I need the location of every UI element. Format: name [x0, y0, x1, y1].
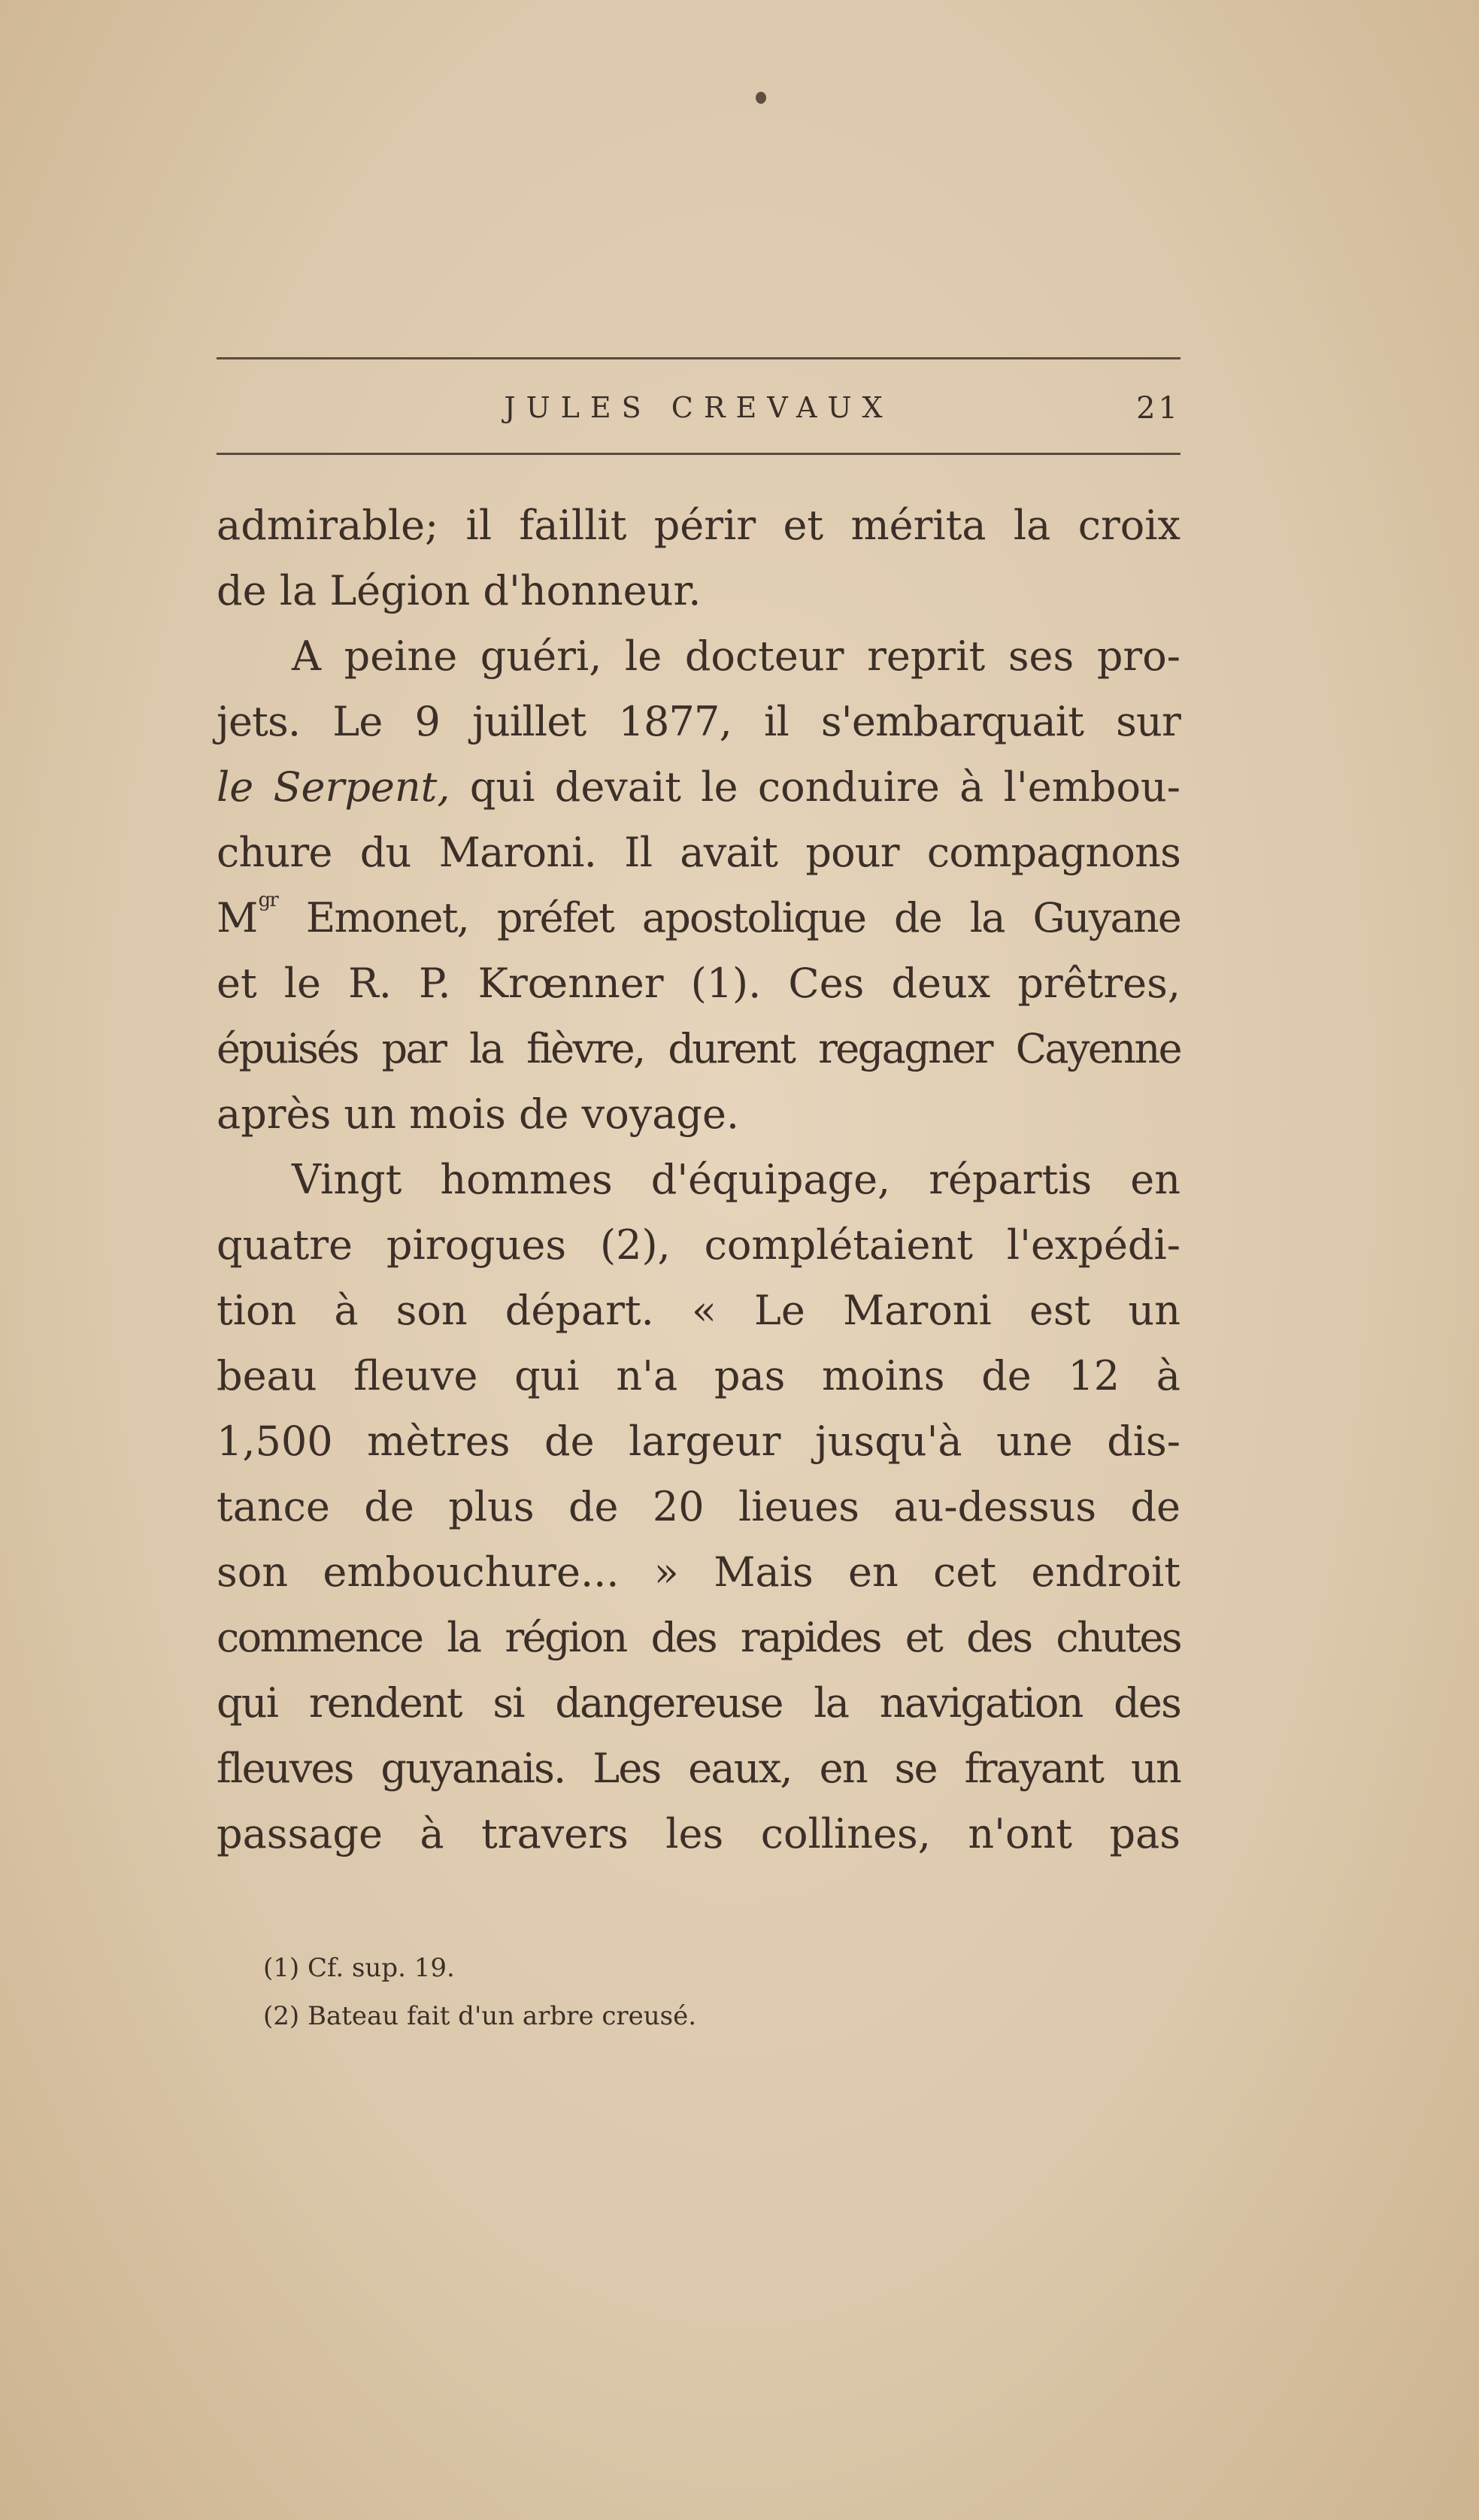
text-line-rest: Emonet, préfet apostolique de la Guyane [277, 894, 1180, 942]
text-line: jets. Le 9 juillet 1877, il s'embarquait sur [217, 698, 1180, 745]
text-line: son embouchure... » Mais en cet endroit [217, 1548, 1180, 1596]
text-line: commence la région des rapides et des chutes [217, 1614, 1180, 1661]
text-line: fleuves guyanais. Les eaux, en se frayant un [217, 1745, 1180, 1792]
ink-speck [756, 92, 766, 104]
footnote: (1) Cf. sup. 19. [263, 1953, 455, 1983]
text-line: A peine guéri, le docteur reprit ses pro- [292, 632, 1180, 680]
italic-ship-name: le Serpent, [217, 763, 450, 811]
text-line: tance de plus de 20 lieues au-dessus de [217, 1483, 1180, 1530]
text-line: beau fleuve qui n'a pas moins de 12 à [217, 1352, 1180, 1399]
text-line: tion à son départ. « Le Maroni est un [217, 1287, 1180, 1334]
text-line [217, 754, 1180, 820]
text-line: passage à travers les collines, n'ont pas [217, 1810, 1180, 1857]
footnote: (2) Bateau fait d'un arbre creusé. [263, 2001, 697, 2031]
text-line: et le R. P. Krœnner (1). Ces deux prêtres, [217, 960, 1180, 1007]
text-line [217, 885, 1180, 951]
text-line: Vingt hommes d'équipage, répartis en [292, 1156, 1180, 1203]
text-line: admirable; il faillit périr et mérita la croix [217, 502, 1180, 549]
text-line: qui rendent si dangereuse la navigation des [217, 1679, 1180, 1727]
text-line: de la Légion d'honneur. [217, 567, 702, 614]
footnotes [263, 1944, 696, 2040]
page-number: 21 [1136, 391, 1180, 426]
text-line-rest: qui devait le conduire à l'embou- [450, 763, 1181, 811]
header-rule-top [217, 357, 1180, 359]
title-abbrev: M [217, 894, 257, 942]
text-line: quatre pirogues (2), complétaient l'expédi- [217, 1221, 1180, 1269]
header-rule-bottom [217, 453, 1180, 455]
title-abbrev-superscript: gr [258, 889, 277, 911]
text-line: épuisés par la fièvre, durent regagner Cayenne [217, 1025, 1180, 1072]
text-line: 1,500 mètres de largeur jusqu'à une dis- [217, 1418, 1180, 1465]
running-title: JULES CREVAUX [504, 391, 893, 424]
text-line: chure du Maroni. Il avait pour compagnons [217, 829, 1180, 876]
running-head [217, 388, 1180, 433]
body-text [217, 493, 1180, 1866]
text-line: après un mois de voyage. [217, 1090, 740, 1138]
